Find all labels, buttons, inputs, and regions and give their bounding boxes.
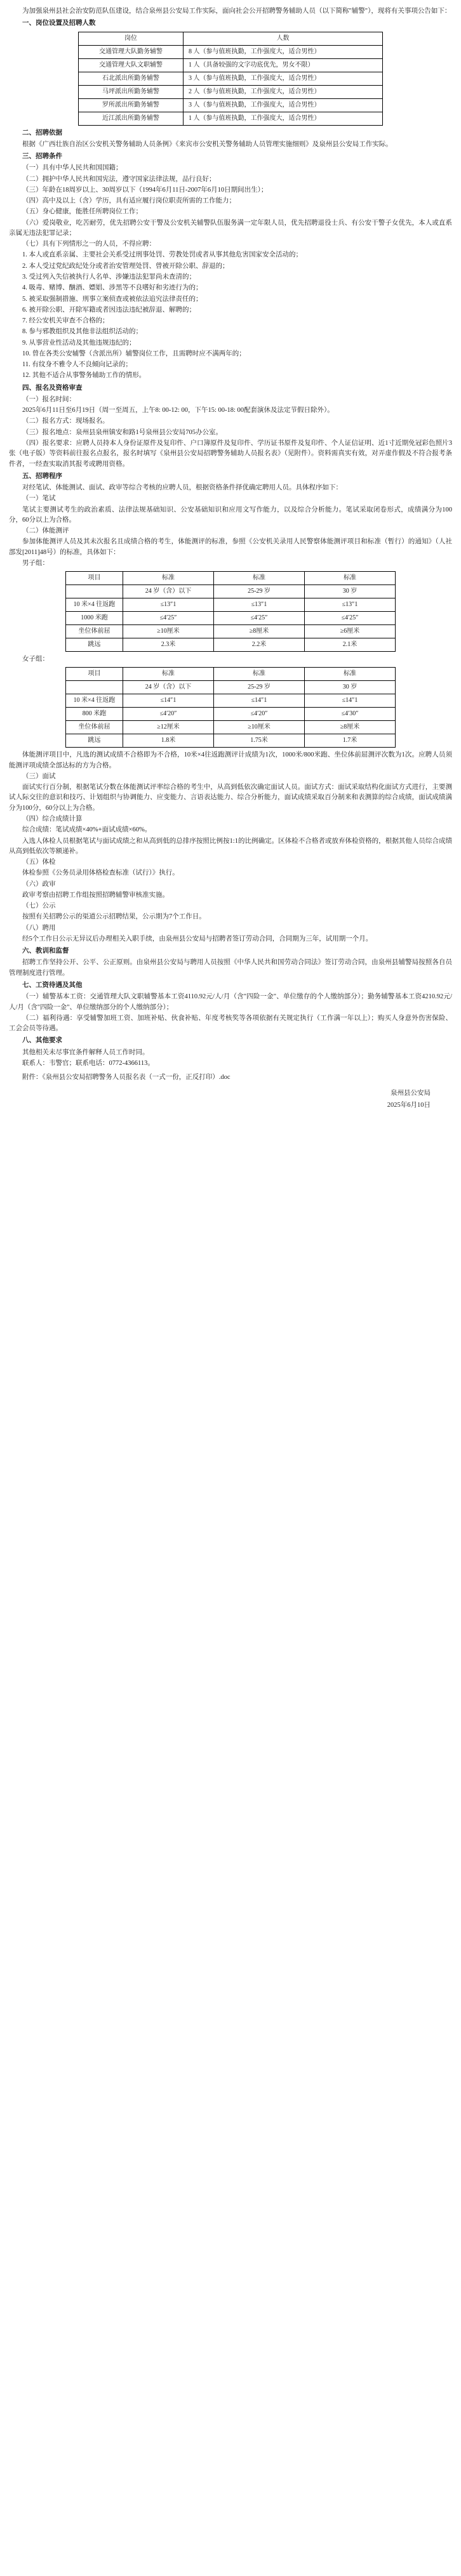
publicity-title: （七）公示 [22, 902, 56, 910]
disqualify-item: 5. 被采取强制措施、刑事立案侦查或被依法追究法律责任的； [22, 295, 203, 303]
post-name: 罗所派出所勤务辅警 [79, 98, 184, 112]
registration-item: （一）报名时间： [22, 395, 76, 403]
table-row [66, 625, 396, 638]
age-header-3: 30 岁 [305, 585, 396, 598]
project-name: 10 米×4 往返跑 [66, 598, 123, 612]
contract-title: （八）聘用 [22, 924, 56, 932]
project-name: 跳远 [66, 734, 123, 748]
project-value: ≤14″1 [123, 694, 214, 708]
registration-item: （四）报名要求：应聘人员持本人身份证原件及复印件、户口簿原件及复印件、学历证书原件及复印件、个人证信证明、近1寸近期免冠彩色照片3张（电子版）等资料前往报名点报名，报名时填写《泉州县公安局招聘警务辅助人员报名表》（见附件）。资料需真实有效，对弄虚作假及不符合报考条件者，一经查实取消其报考或聘用资格。 [9, 439, 452, 468]
project-value: ≤4′25″ [123, 612, 214, 625]
section-heading-other: 八、其他要求 [22, 1037, 62, 1045]
project-name: 1000 米跑 [66, 612, 123, 625]
project-value: ≤4′25″ [214, 612, 305, 625]
post-count: 3 人（参与值班执勤，工作强度大，适合男性） [184, 72, 383, 85]
discipline-body: 招聘工作坚持公开、公平、公正原则。由泉州县公安局与聘用人员按照《中华人民共和国劳动合同法》签订劳动合同，由泉州县辅警局按照各自员管理制度进行管理。 [9, 959, 452, 977]
condition-item: （二）拥护中华人民共和国宪法，遵守国家法律法规，品行良好； [22, 175, 216, 183]
written-exam-title: （一）笔试 [22, 495, 56, 503]
table-age-header-row [66, 585, 396, 598]
condition-item: （七）具有下列情形之一的人员，不得应聘： [22, 241, 156, 248]
table-row [79, 72, 383, 85]
table-row [79, 58, 383, 72]
section-heading-basis: 二、招聘依据 [22, 129, 62, 136]
project-value: ≥10厘米 [214, 721, 305, 734]
fitness-note: 体能测评项目中，凡选的测试成绩不合格即为不合格，10米×4往返跑测评计成绩为1次，1000米/800米跑、坐位体前屈测评次数为1次。应聘人员须能测评项成绩全部达标的方为合格。 [9, 751, 452, 769]
age-header-2: 25-29 岁 [214, 681, 305, 694]
project-value: ≥8厘米 [214, 625, 305, 638]
project-name: 坐位体前屈 [66, 721, 123, 734]
project-value: 1.8米 [123, 734, 214, 748]
project-value: 2.3米 [123, 638, 214, 652]
score-body: 综合成绩：笔试成绩×40%+面试成绩×60%。 [22, 826, 152, 834]
condition-item: （三）年龄在18周岁以上、30周岁以下（1994年6月11日-2007年6月10日期间出生）； [22, 186, 268, 194]
salary-item: （二）福利待遇：享受辅警加班工资、加班补贴、伙食补贴、年度考核奖等各项依据有关规定执行（工作满一年以上）；购买人身意外伤害保险、工会会员等待遇。 [9, 1014, 452, 1033]
male-group-label: 男子组： [22, 559, 49, 567]
age-header-2: 25-29 岁 [214, 585, 305, 598]
registration-item: 2025年6月11日至6月19日（周一至周五，上午8: 00-12: 00，下午15: 00-18: 00配套演休及法定节假日除外）。 [22, 407, 334, 414]
table-header-row [79, 32, 383, 45]
female-group-label: 女子组： [22, 656, 49, 663]
age-header-blank [66, 585, 123, 598]
table-row [66, 694, 396, 708]
post-name: 交通管理大队勤务辅警 [79, 45, 184, 58]
physical-title: （五）体检 [22, 859, 56, 866]
score-title: （四）综合成绩计算 [22, 816, 83, 823]
age-header-blank [66, 681, 123, 694]
project-value: ≤4′20″ [123, 708, 214, 721]
post-count: 3 人（参与值班执勤，工作强度大，适合男性） [184, 98, 383, 112]
post-count: 1 人（具备较强的文字功底优先，男女不限） [184, 58, 383, 72]
post-count: 8 人（参与值班执勤，工作强度大，适合男性） [184, 45, 383, 58]
disqualify-item: 9. 从事营业性活动及其他违规违纪的； [22, 339, 136, 347]
header-standard-1: 标准 [123, 668, 214, 681]
project-value: ≤4′25″ [305, 612, 396, 625]
header-project: 项目 [66, 572, 123, 585]
header-project: 项目 [66, 668, 123, 681]
project-value: 2.1米 [305, 638, 396, 652]
review-title: （六）政审 [22, 880, 56, 888]
document-page [0, 0, 461, 1116]
disqualify-item: 11. 有纹身不雅令人不良倾向记录的； [22, 361, 132, 369]
project-value: 1.75米 [214, 734, 305, 748]
post-count: 1 人（参与值班执勤，工作强度大，适合男性） [184, 112, 383, 125]
section-heading-conditions: 三、招聘条件 [22, 153, 62, 161]
project-value: ≤4′30″ [305, 708, 396, 721]
basis-body: 根据《广西壮族自治区公安机关警务辅助人员条例》《来宾市公安机关警务辅助人员管理实施细则》及泉州县公安局工作实际。 [22, 140, 392, 148]
project-value: ≤13″1 [305, 598, 396, 612]
fitness-title: （二）体能测评 [22, 527, 69, 535]
male-fitness-table [65, 571, 396, 652]
age-header-1: 24 岁（含）以下 [123, 585, 214, 598]
post-name: 交通管理大队文职辅警 [79, 58, 184, 72]
other-item: 联系人：韦警官；联系电话：0772-4366113。 [22, 1059, 154, 1067]
table-row [79, 85, 383, 98]
intro-paragraph: 为加强泉州县社会治安防范队伍建设，结合泉州县公安局工作实际，面向社会公开招聘警务辅助人员（以下简称"辅警"），现将有关事项公告如下： [22, 8, 451, 15]
table-row [66, 734, 396, 748]
interview-body: 面试实行百分制，根据笔试分数在体能测试评率综合格的考生中，从高到低依次确定面试人员。面试方式：面试采取结构化面试方式进行，主要测试人际交往的意识和技巧、计划组织与协调能力、应变能力、言语表达能力、综合分析能力，面试成绩采取百分制来和表测算的综合成绩，面试成绩满分为100分，60分以上为合格。 [9, 784, 452, 812]
project-value: ≤14″1 [305, 694, 396, 708]
age-header-3: 30 岁 [305, 681, 396, 694]
table-row [66, 721, 396, 734]
section-heading-procedure: 五、招聘程序 [22, 472, 62, 480]
table-row [66, 612, 396, 625]
condition-item: （五）身心健康，能胜任所聘岗位工作； [22, 208, 142, 216]
review-body: 政审考察由招聘工作组按照招聘辅警审核准实施。 [22, 891, 169, 899]
registration-item: （三）报名地点：泉州县泉州镇安和路1号泉州县公安局705办公室。 [22, 428, 222, 436]
disqualify-item: 8. 参与邪教组织及其他非法组织活动的； [22, 328, 142, 336]
table-age-header-row [66, 681, 396, 694]
post-count: 2 人（参与值班执勤，工作强度大，适合男性） [184, 85, 383, 98]
procedure-intro: 对经笔试、体能测试、面试、政审等综合考核的应聘人员，根据资格条件择优确定聘用人员。具体程序如下： [22, 484, 342, 492]
contract-body: 经5个工作日公示无异议后办理相关入职手续，由泉州县公安局与招聘者签订劳动合同，合同期为三年，试用期一个月。 [22, 935, 373, 942]
table-row [66, 598, 396, 612]
header-post: 岗位 [79, 32, 184, 45]
project-value: ≤13″1 [214, 598, 305, 612]
project-name: 10 米×4 往返跑 [66, 694, 123, 708]
score-extra: 入选人体检人员根据笔试与面试成绩之和从高到低的总排序按照比例按1:1的比例确定。区体检不合格者或放弃体检资格的，根据其他人员综合成绩从高到低依次等额递补。 [9, 837, 452, 855]
issue-date: 2025年6月10日 [387, 1102, 431, 1109]
table-header-row [66, 572, 396, 585]
table-row [79, 112, 383, 125]
header-standard-3: 标准 [305, 572, 396, 585]
female-fitness-table [65, 667, 396, 748]
header-number: 人数 [184, 32, 383, 45]
publicity-body: 按照有关招聘公示的渠道公示招聘结果，公示期为7个工作日。 [22, 913, 206, 921]
interview-title: （三）面试 [22, 772, 56, 780]
condition-item: （四）高中及以上（含）学历，具有适应履行岗位职责所需的工作能力； [22, 197, 236, 205]
project-value: ≥6厘米 [305, 625, 396, 638]
project-value: 2.2米 [214, 638, 305, 652]
project-value: ≥8厘米 [305, 721, 396, 734]
project-value: ≤4′20″ [214, 708, 305, 721]
table-row [66, 708, 396, 721]
project-value: ≥10厘米 [123, 625, 214, 638]
table-row [79, 45, 383, 58]
post-name: 马坪派出所勤务辅警 [79, 85, 184, 98]
header-standard-2: 标准 [214, 668, 305, 681]
section-heading-registration: 四、报名及资格审查 [22, 384, 83, 392]
section-heading-posts: 一、岗位设置及招聘人数 [22, 20, 96, 27]
age-header-1: 24 岁（含）以下 [123, 681, 214, 694]
fitness-body: 参加体能测评人员及其未次报名且成绩合格的考生，体能测评的标准，参照《公安机关录用人民警察体能测评项目和标准（暂行）的通知》（人社部发[2011]48号）的标准，具体如下： [9, 538, 452, 556]
section-heading-discipline: 六、教训和监督 [22, 948, 69, 955]
project-value: ≤13″1 [123, 598, 214, 612]
post-name: 近江派出所勤务辅警 [79, 112, 184, 125]
written-exam-body: 笔试主要测试考生的政治素质、法律法规基础知识、公安基础知识和应用文写作能力，以及综合分析能力。笔试采取闭卷形式，成绩满分为100分，60分以上为合格。 [9, 506, 452, 524]
table-row [79, 98, 383, 112]
disqualify-item: 7. 经公安机关审查不合格的； [22, 317, 109, 325]
project-name: 跳远 [66, 638, 123, 652]
registration-item: （二）报名方式：现场报名。 [22, 418, 109, 425]
disqualify-item: 1. 本人或直系亲属、主要社会关系受过刑事处罚、劳教处罚或者从事其他危害国家安全活动的； [22, 251, 302, 259]
attachment-link[interactable]: 附件：《泉州县公安局招聘警务人员报名表（一式一份，正反打印）.doc [22, 1074, 230, 1081]
project-name: 800 米跑 [66, 708, 123, 721]
project-value: ≤14″1 [214, 694, 305, 708]
table-row [66, 638, 396, 652]
post-name: 石北派出所勤务辅警 [79, 72, 184, 85]
table-header-row [66, 668, 396, 681]
header-standard-3: 标准 [305, 668, 396, 681]
condition-item: （一）具有中华人民共和国国籍； [22, 164, 123, 172]
signature-block [9, 1088, 452, 1112]
header-standard-2: 标准 [214, 572, 305, 585]
project-value: 1.7米 [305, 734, 396, 748]
disqualify-item: 4. 吸毒、赌博、酗酒、嫖娼、涉黑等不良嗜好和劣迹行为的； [22, 284, 203, 292]
condition-item: （六）爱岗敬业，吃苦耐劳，优先招聘公安干警及公安机关辅警队伍服务满一定年限人员，优先招聘退役士兵、有公安干警子女优先，本人或直系亲属无违法犯罪记录； [9, 219, 452, 237]
post-table [78, 32, 383, 126]
disqualify-item: 2. 本人受过党纪政纪处分或者治安管理处罚、曾被开除公职、辞退的； [22, 262, 229, 270]
disqualify-item: 3. 受过列入失信被执行人名单、涉嫌违法犯罪尚未查清的； [22, 273, 196, 281]
project-name: 坐位体前屈 [66, 625, 123, 638]
disqualify-item: 6. 被开除公职、开除军籍或者因违法违纪被辞退、解聘的； [22, 306, 196, 314]
physical-body: 体检参照《公务员录用体格检查标准（试行）》执行。 [22, 869, 179, 877]
header-standard-1: 标准 [123, 572, 214, 585]
section-heading-salary: 七、工资待遇及其他 [22, 982, 83, 989]
project-value: ≥12厘米 [123, 721, 214, 734]
disqualify-item: 10. 曾在各类公安辅警（含派出所）辅警岗位工作，且需聘时应不满两年的； [22, 350, 246, 357]
issuing-organization: 泉州县公安局 [391, 1090, 431, 1097]
other-item: 其他相关未尽事宜条件解释人员工作时同。 [22, 1048, 149, 1056]
disqualify-item: 12. 其他不适合从事警务辅助工作的情形。 [22, 372, 146, 380]
salary-item: （一）辅警基本工资：交通管理大队文职辅警基本工资4110.92元/人/月（含"四险一金"、单位缴存的个人缴纳部分）；勤务辅警基本工资4210.92元/人/月（含"四险一金"、单位缴纳部分的个人缴纳部分）； [9, 993, 452, 1011]
